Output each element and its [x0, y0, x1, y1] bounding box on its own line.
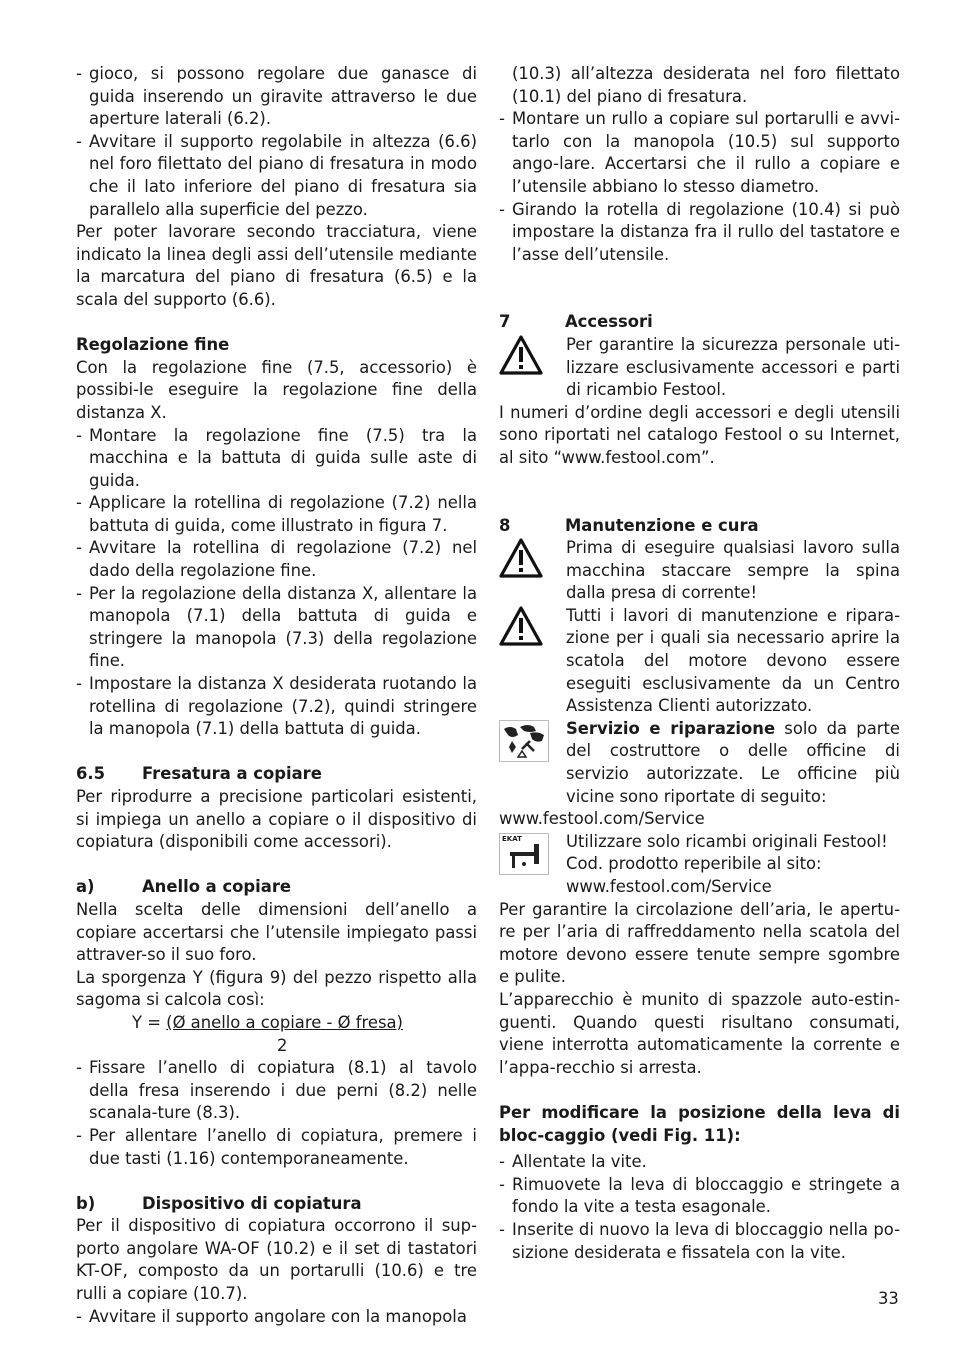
intro-continuation: - gioco, si possono regolare due ganasce di guida inserendo un giravite attraverso le due aperture laterali (6.2).: [76, 63, 477, 131]
ekat-url: www.festool.com/Service: [566, 877, 772, 896]
paragraph: L’apparecchio è munito di spazzole auto-estin-guenti. Quando questi risultano consumati, viene interrotta automaticamente la corrente e l’appa-recchio si arresta.: [499, 989, 900, 1077]
ekat-block: [499, 831, 900, 899]
service-block: [499, 718, 900, 808]
warning-block: [499, 334, 900, 402]
section-heading-8: [499, 515, 900, 538]
ekat-label: EKAT: [502, 834, 522, 843]
list-item: - Per allentare l’anello di copiatura, premere i due tasti (1.16) contemporaneamente.: [76, 1125, 477, 1170]
service-text: solo da parte del costruttore o delle officine di servizio autorizzate. Le officine più vicine sono riportate di seguito:: [566, 718, 900, 806]
left-column: [76, 63, 477, 1328]
warning-text: Per garantire la sicurezza personale uti-lizzare esclusivamente accessori e parti di ricambio Festool.: [566, 334, 900, 400]
section-number: 7: [499, 312, 511, 332]
section-title: Manutenzione e cura: [565, 515, 759, 535]
paragraph: Per il dispositivo di copiatura occorrono il sup-porto angolare WA-OF (10.2) e il set di tastatori KT-OF, composto da un portarulli (10.6) e tre rulli a copiare (10.7).: [76, 1216, 477, 1304]
lever-heading: Per modificare la posizione della leva di bloc-caggio (vedi Fig. 11):: [499, 1102, 900, 1145]
service-world-icon: [499, 720, 549, 762]
paragraph: I numeri d’ordine degli accessori e degli utensili sono riportati nel catalogo Festool o su Internet, al sito “www.festool.com”.: [499, 402, 900, 467]
section-title: Dispositivo di copiatura: [142, 1193, 362, 1213]
service-bold: Servizio e riparazione: [566, 718, 776, 738]
section-number: a): [76, 877, 95, 897]
section-title: Anello a copiare: [142, 877, 292, 897]
list-item: - Fissare l’anello di copiatura (8.1) al tavolo della fresa inserendo i due perni (8.2) nelle scanala-ture (8.3).: [76, 1057, 477, 1125]
warning-icon: [499, 335, 549, 379]
paragraph: Per riprodurre a precisione particolari esistenti, si impiega un anello a copiare o il dispositivo di copiatura (disponibili come accessori).: [76, 787, 477, 852]
subheading-regolazione-fine: Regolazione fine: [76, 335, 230, 355]
paragraph: Con la regolazione fine (7.5, accessorio) è possibi-le eseguire la regolazione fine della distanza X.: [76, 357, 477, 422]
section-title: Fresatura a copiare: [142, 764, 322, 784]
list-item: - Impostare la distanza X desiderata ruotando la rotellina di regolazione (7.2), quindi stringere la manopola (7.1) della battuta di guida.: [76, 673, 477, 741]
paragraph: Per poter lavorare secondo tracciatura, viene indicato la linea degli assi dell’utensile mediante la marcatura del piano di fresatura (6.5) e la scala del supporto (6.6).: [76, 222, 477, 309]
warning-icon: [499, 606, 549, 650]
formula-lhs: Y =: [132, 1012, 167, 1032]
section-number: b): [76, 1193, 96, 1213]
paragraph: Per garantire la circolazione dell’aria, le apertu-re per l’aria di raffreddamento nella scatola del motore devono essere tenute sempre sgombre e pulite.: [499, 899, 900, 987]
list-item: - Avvitare il supporto angolare con la manopola: [76, 1306, 477, 1329]
section-number: 6.5: [76, 764, 106, 784]
warning-text: Prima di eseguire qualsiasi lavoro sulla macchina staccare sempre la spina dalla presa di corrente!: [566, 538, 900, 603]
list-item: - Rimuovete la leva di bloccaggio e stringete a fondo la vite a testa esagonale.: [499, 1174, 900, 1219]
list-item: - Allentate la vite.: [499, 1151, 900, 1174]
list-item: - Inserite di nuovo la leva di bloccaggio nella po-sizione desiderata e fissatela con la vite.: [499, 1219, 900, 1264]
paragraph: La sporgenza Y (figura 9) del pezzo rispetto alla sagoma si calcola così:: [76, 967, 477, 1010]
section-title: Accessori: [565, 312, 653, 332]
section-heading-7: [499, 311, 900, 334]
section-number: 8: [499, 515, 511, 535]
formula: [76, 1012, 477, 1035]
ekat-line: Utilizzare solo ricambi originali Festool!: [566, 831, 888, 851]
list-item: - Avvitare la rotellina di regolazione (7.2) nel dado della regolazione fine.: [76, 537, 477, 582]
list-item: - Montare la regolazione fine (7.5) tra la macchina e la battuta di guida sulle aste di guida.: [76, 425, 477, 493]
warning-block: [499, 605, 900, 718]
page-number: 33: [878, 1289, 899, 1308]
warning-block: [499, 537, 900, 605]
paragraph: (10.3) all’altezza desiderata nel foro filettato (10.1) del piano di fresatura.: [512, 64, 900, 106]
list-item: - Girando la rotella di regolazione (10.4) si può impostare la distanza fra il rullo del tastatore e l’asse dell’utensile.: [499, 199, 900, 267]
warning-icon: [499, 538, 549, 582]
list-item: - Per la regolazione della distanza X, allentare la manopola (7.1) della battuta di guida e stringere la manopola (7.3) della regolazione fine.: [76, 583, 477, 673]
service-url: www.festool.com/Service: [499, 809, 705, 829]
formula-denominator: 2: [277, 1035, 288, 1055]
list-item: - Applicare la rotellina di regolazione (7.2) nella battuta di guida, come illustrato in figura 7.: [76, 492, 477, 537]
list-item: - Montare un rullo a copiare sul portarulli e avvi-tarlo con la manopola (10.5) sul supporto ango-lare. Accertarsi che il rullo a copiare e l’utensile abbiano lo stesso diametro.: [499, 108, 900, 198]
subsection-heading-a: [76, 876, 477, 899]
ekat-line: Cod. prodotto reperibile al sito:: [566, 854, 822, 874]
subsection-heading-b: [76, 1193, 477, 1216]
formula-numerator: (Ø anello a copiare - Ø fresa): [166, 1012, 403, 1032]
right-column: [499, 63, 900, 1264]
section-heading-6-5: [76, 763, 477, 786]
ekat-icon: [499, 833, 549, 875]
list-item: - Avvitare il supporto regolabile in altezza (6.6) nel foro filettato del piano di fresatura in modo che il lato inferiore del piano di fresatura sia parallelo alla superficie del pezzo.: [76, 131, 477, 221]
warning-text: Tutti i lavori di manutenzione e ripara-zione per i quali sia necessario aprire la scatola del motore devono essere eseguiti esclusivamente da un Centro Assistenza Clienti autorizzato.: [566, 605, 900, 716]
paragraph: Nella scelta delle dimensioni dell’anello a copiare accertarsi che l’utensile impiegato passi attraver-so il suo foro.: [76, 899, 477, 965]
